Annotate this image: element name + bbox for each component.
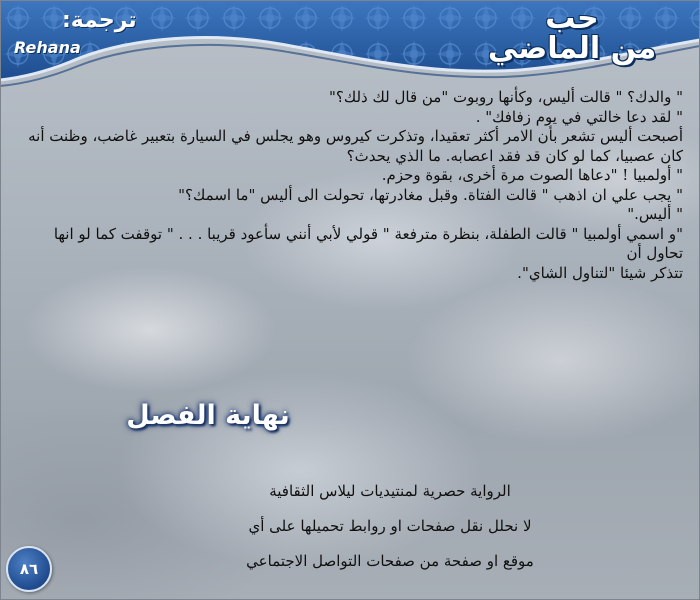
disclaimer-line: موقع او صفحة من صفحات التواصل الاجتماعي [246, 552, 534, 570]
body-line: كان عصبيا، كما لو كان قد فقد اعصابه. ما الذي يحدث؟ [346, 146, 683, 165]
copyright-disclaimer [150, 474, 630, 579]
header-banner [0, 0, 700, 90]
body-line: أصبحت أليس تشعر بأن الامر أكثر تعقيدا، وتذكرت كيروس وهو يجلس في السيارة بتعبير غاضب، وظنت أنه [28, 127, 683, 145]
story-body-text [18, 88, 683, 283]
body-line: " يجب علي ان اذهب " قالت الفتاة. وقبل مغادرتها، تحولت الى أليس "ما اسمك؟" [178, 185, 683, 204]
disclaimer-line: الرواية حصرية لمنتيديات ليلاس الثقافية [269, 482, 511, 500]
story-title-line1: حب [545, 1, 599, 36]
translation-label: ترجمة: [62, 8, 137, 33]
body-line: " أليس." [627, 205, 683, 223]
body-line: "و اسمي أولمبيا " قالت الطفلة، بنظرة مترفعة " قولي لأبي أنني سأعود قريبا . . . " توقفت كما لو انها تحاول أن [53, 224, 683, 262]
body-line: " أولمبيا ! "دعاها الصوت مرة أخرى، بقوة وحزم. [381, 166, 683, 184]
body-line: تتذكر شيئا "لتناول الشاي". [517, 263, 683, 282]
story-title-line2: من الماضي [487, 31, 657, 66]
chapter-end-heading: نهاية الفصل [126, 400, 290, 431]
body-line: " لقد دعا خالتي في يوم زفافك" . [475, 107, 683, 126]
story-title [472, 1, 672, 66]
page-number-badge: ٨٦ [6, 546, 52, 592]
body-line: " والدك؟ " قالت أليس، وكأنها روبوت "من قال لك ذلك؟" [328, 88, 683, 106]
translator-name: Rehana [14, 38, 81, 57]
disclaimer-line: لا نحلل نقل صفحات او روابط تحميلها على أي [248, 517, 532, 535]
